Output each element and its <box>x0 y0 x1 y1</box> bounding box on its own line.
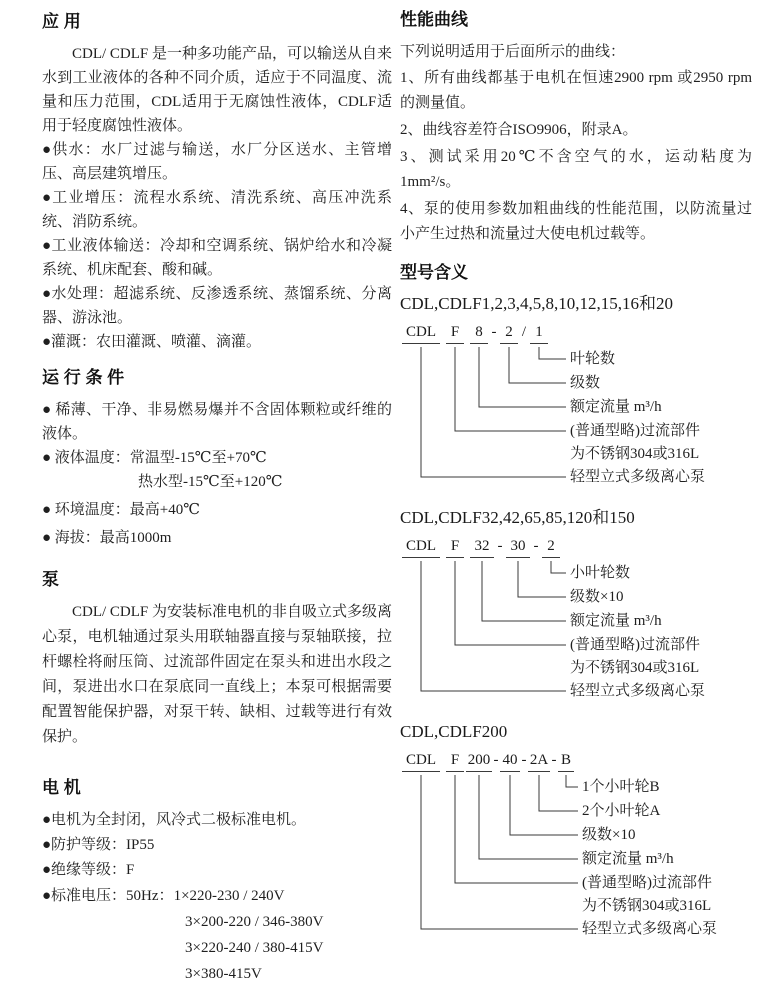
model-label-stages: 级数×10 <box>582 827 636 843</box>
model-label-impeller-a: 2个小叶轮A <box>582 803 661 819</box>
model-label-pump-type: 轻型立式多级离心泵 <box>582 921 718 937</box>
section-heading-application: 应 用 <box>42 12 81 31</box>
performance-note-1: 1、所有曲线都基于电机在恒速2900 rpm 或2950 rpm 的测量值。 <box>400 70 752 111</box>
model-code-separator: - <box>491 324 497 340</box>
model-label-small-impellers: 小叶轮数 <box>570 565 631 581</box>
application-intro: CDL/ CDLF 是一种多功能产品，可以输送从自来水到工业液体的各种不同介质，适应于不同温度、流量和压力范围，CDL适用于无腐蚀性液体，CDLF适用于轻度腐蚀性液体。 <box>42 46 393 134</box>
section-heading-pump: 泵 <box>42 570 59 589</box>
model-label-stages: 级数×10 <box>570 589 624 605</box>
model-label-pump-type: 轻型立式多级离心泵 <box>570 683 706 699</box>
application-bullet-transfer: ●工业液体输送：冷却和空调系统、锅炉给水和冷凝系统、机床配套、酸和碱。 <box>42 238 392 278</box>
model-diagram-2-title: CDL,CDLF32,42,65,85,120和150 <box>400 508 635 527</box>
model-label-impellers: 叶轮数 <box>570 351 616 367</box>
model-label-material-2: 为不锈钢304或316L <box>570 446 700 462</box>
pump-body: CDL/ CDLF 为安装标准电机的非自吸立式多级离心泵，电机轴通过泵头用联轴器直接与泵轴联接，拉杆螺栓将耐压筒、过流部件固定在泵头和进出水段之间，泵进出水口在泵底同一直线上；本泵可根据需要配置智能保护器，对泵干转、缺相、过载等进行有效保护。 <box>42 604 393 745</box>
model-label-material-1: (普通型略)过流部件 <box>582 875 712 891</box>
application-bullet-treatment: ●水处理：超滤系统、反渗透系统、蒸馏系统、分离器、游泳池。 <box>42 286 392 326</box>
model-code-token: CDL <box>402 751 440 772</box>
model-code-separator: / <box>521 324 527 340</box>
model-label-material-1: (普通型略)过流部件 <box>570 637 700 653</box>
section-heading-motor: 电 机 <box>42 778 81 797</box>
model-label-material-1: (普通型略)过流部件 <box>570 423 700 439</box>
operating-temperature-line <box>42 446 392 470</box>
motor-voltage-label: ●标准电压：50Hz： <box>42 888 174 904</box>
motor-voltage-line-1 <box>42 883 392 909</box>
model-code-token: 1 <box>530 323 548 344</box>
model-label-impeller-b: 1个小叶轮B <box>582 779 660 795</box>
model-code-token: 2A <box>528 751 550 772</box>
model-label-stages: 级数 <box>570 375 601 391</box>
model-label-flow: 额定流量 m³/h <box>570 613 662 629</box>
performance-note-3: 3、测试采用20℃不含空气的水，运动粘度为1mm²/s。 <box>400 149 752 190</box>
left-column <box>42 10 392 987</box>
model-code-token: 8 <box>470 323 488 344</box>
right-column <box>400 8 752 948</box>
model-code-token: 32 <box>470 537 494 558</box>
model-label-pump-type: 轻型立式多级离心泵 <box>570 469 706 485</box>
performance-note-2: 2、曲线容差符合ISO9906，附录A。 <box>400 122 638 138</box>
motor-voltage-value-1: 1×220-230 / 240V <box>173 888 285 904</box>
motor-bullet-insulation: ●绝缘等级：F <box>42 862 135 878</box>
performance-intro: 下列说明适用于后面所示的曲线： <box>400 44 626 60</box>
model-label-flow: 额定流量 m³/h <box>582 851 674 867</box>
application-bullet-boost: ●工业增压：流程水系统、清洗系统、高压冲洗系统、消防系统。 <box>42 190 392 230</box>
model-code-token: 2 <box>542 537 560 558</box>
motor-bullet-protection: ●防护等级：IP55 <box>42 837 155 853</box>
section-heading-operating: 运 行 条 件 <box>42 368 125 387</box>
model-code-token: F <box>446 323 464 344</box>
model-code-token: 30 <box>506 537 530 558</box>
model-code-token: F <box>446 537 464 558</box>
model-code-token: CDL <box>402 537 440 558</box>
model-code-separator: - <box>521 752 527 768</box>
application-bullet-supply: ●供水：水厂过滤与输送，水厂分区送水、主管增压、高层建筑增压。 <box>42 142 392 182</box>
model-diagram-2 <box>400 537 745 707</box>
section-heading-models: 型号含义 <box>400 263 468 282</box>
model-diagram-3-title: CDL,CDLF200 <box>400 722 508 741</box>
model-label-material-2: 为不锈钢304或316L <box>582 898 712 914</box>
model-code-separator: - <box>551 752 557 768</box>
model-code-separator: - <box>497 538 503 554</box>
model-code-token: 40 <box>500 751 520 772</box>
motor-voltage-line-4: 3×380-415V <box>185 966 262 982</box>
model-label-material-2: 为不锈钢304或316L <box>570 660 700 676</box>
operating-altitude: ● 海拔：最高1000m <box>42 530 172 546</box>
model-code-token: B <box>558 751 574 772</box>
model-code-separator: - <box>493 752 499 768</box>
model-code-token: CDL <box>402 323 440 344</box>
model-code-token: F <box>446 751 464 772</box>
operating-temperature-hot: 热水型-15℃至+120℃ <box>138 474 283 490</box>
model-code-token: 200 <box>466 751 492 772</box>
model-diagram-1-title: CDL,CDLF1,2,3,4,5,8,10,12,15,16和20 <box>400 294 673 313</box>
model-diagram-3 <box>400 751 745 948</box>
model-code-separator: - <box>533 538 539 554</box>
application-bullet-irrigation: ●灌溉：农田灌溉、喷灌、滴灌。 <box>42 334 262 350</box>
operating-ambient: ● 环境温度：最高+40℃ <box>42 502 201 518</box>
motor-bullet-type: ●电机为全封闭，风冷式二极标准电机。 <box>42 812 307 828</box>
operating-bullet-liquid: ● 稀薄、干净、非易燃易爆并不含固体颗粒或纤维的液体。 <box>42 402 392 442</box>
model-code-token: 2 <box>500 323 518 344</box>
motor-voltage-line-2: 3×200-220 / 346-380V <box>185 914 324 930</box>
model-diagram-1 <box>400 323 745 493</box>
section-heading-performance: 性能曲线 <box>400 10 468 29</box>
operating-temperature-normal: 常温型-15℃至+70℃ <box>129 450 267 466</box>
model-label-flow: 额定流量 m³/h <box>570 399 662 415</box>
performance-note-4: 4、泵的使用参数加粗曲线的性能范围，以防流量过小产生过热和流量过大使电机过载等。 <box>400 201 752 242</box>
operating-temperature-label: ● 液体温度： <box>42 450 130 466</box>
motor-voltage-line-3: 3×220-240 / 380-415V <box>185 940 324 956</box>
